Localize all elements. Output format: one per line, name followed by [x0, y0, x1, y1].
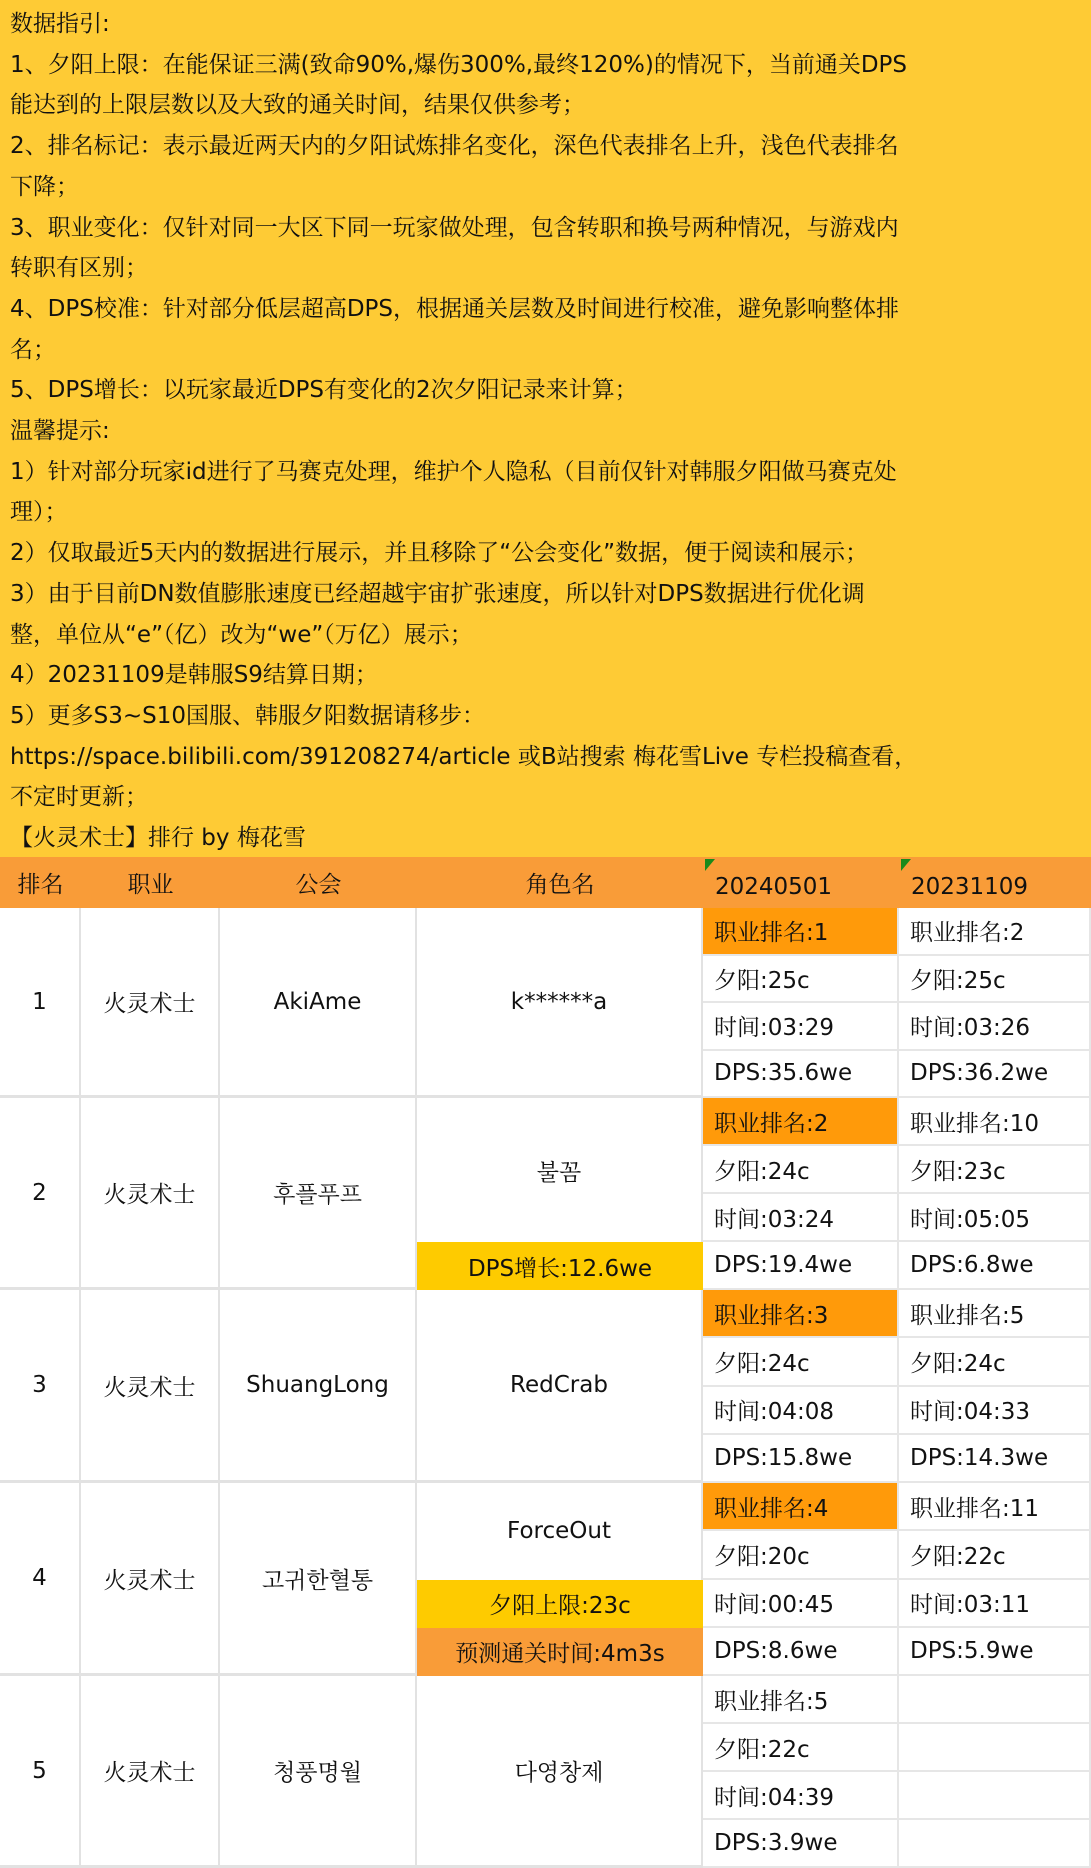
rank-cell: 5 — [0, 1676, 81, 1868]
header-date-2 — [899, 857, 1091, 908]
note-line: 整，单位从“e”（亿）改为“we”（万亿）展示； — [10, 621, 473, 648]
dps-growth-badge: DPS增长:12.6we — [417, 1242, 703, 1290]
date2-dps: DPS:14.3we — [899, 1435, 1091, 1483]
header-label: 20240501 — [715, 873, 833, 900]
date1-class-rank: 职业排名:4 — [703, 1483, 899, 1531]
date2-clear-time: 时间:03:26 — [899, 1003, 1091, 1051]
note-line: 能达到的上限层数以及大致的通关时间，结果仅供参考； — [10, 92, 585, 119]
note-line[interactable]: https://space.bilibili.com/391208274/article 或B站搜索 梅花雪Live 专栏投稿查看， — [10, 743, 918, 770]
comment-marker-icon — [705, 859, 715, 871]
date2-class-rank: 职业排名:5 — [899, 1290, 1091, 1338]
note-line: 名； — [10, 336, 56, 363]
data-guide-notes — [0, 0, 1091, 857]
header-label: 排名 — [17, 872, 64, 898]
rank-cell: 1 — [0, 908, 81, 1098]
note-line: 1、夕阳上限：在能保证三满(致命90%,爆伤300%,最终120%)的情况下，当前通关DPS — [10, 51, 908, 78]
date1-floor: 夕阳:24c — [703, 1338, 899, 1386]
date2-clear-time — [899, 1772, 1091, 1820]
guild-cell: 고귀한혈통 — [220, 1483, 417, 1676]
date1-clear-time: 时间:04:39 — [703, 1772, 899, 1820]
date1-dps: DPS:19.4we — [703, 1242, 899, 1290]
header-guild — [220, 857, 417, 908]
player-name-cell: ForceOut — [417, 1483, 703, 1580]
note-line: 4）20231109是韩服S9结算日期； — [10, 662, 378, 689]
date2-floor: 夕阳:23c — [899, 1146, 1091, 1194]
date2-class-rank — [899, 1676, 1091, 1724]
guild-cell: ShuangLong — [220, 1290, 417, 1483]
note-line: 2、排名标记：表示最近两天内的夕阳试炼排名变化，深色代表排名上升，浅色代表排名 — [10, 133, 899, 160]
date1-class-rank: 职业排名:3 — [703, 1290, 899, 1338]
header-label: 20231109 — [911, 873, 1029, 900]
job-cell: 火灵术士 — [81, 1290, 220, 1483]
guild-cell: AkiAme — [220, 908, 417, 1098]
ranking-table — [0, 857, 1091, 1868]
date2-floor: 夕阳:25c — [899, 956, 1091, 1004]
note-line: 理）； — [10, 499, 68, 526]
date2-clear-time: 时间:03:11 — [899, 1580, 1091, 1628]
note-line: 不定时更新； — [10, 784, 148, 811]
job-cell: 火灵术士 — [81, 1098, 220, 1290]
date1-clear-time: 时间:00:45 — [703, 1580, 899, 1628]
date2-dps — [899, 1820, 1091, 1868]
table-title: 【火灵术士】排行 by 梅花雪 — [10, 825, 306, 852]
date1-class-rank: 职业排名:5 — [703, 1676, 899, 1724]
date2-dps: DPS:36.2we — [899, 1051, 1091, 1099]
date1-dps: DPS:35.6we — [703, 1051, 899, 1099]
rank-cell: 4 — [0, 1483, 81, 1676]
date2-floor — [899, 1724, 1091, 1772]
note-line: 3、职业变化：仅针对同一大区下同一玩家做处理，包含转职和换号两种情况，与游戏内 — [10, 214, 899, 241]
date1-dps: DPS:15.8we — [703, 1435, 899, 1483]
rank-cell: 2 — [0, 1098, 81, 1290]
date2-class-rank: 职业排名:11 — [899, 1483, 1091, 1531]
header-date-1 — [703, 857, 899, 908]
predicted-clear-time-badge: 预测通关时间:4m3s — [417, 1628, 703, 1676]
job-cell: 火灵术士 — [81, 1676, 220, 1868]
header-label: 公会 — [295, 872, 342, 898]
header-label: 角色名 — [525, 872, 595, 898]
date1-clear-time: 时间:03:29 — [703, 1003, 899, 1051]
date1-floor: 夕阳:22c — [703, 1724, 899, 1772]
date2-floor: 夕阳:24c — [899, 1338, 1091, 1386]
date2-floor: 夕阳:22c — [899, 1531, 1091, 1579]
player-name-cell: RedCrab — [417, 1290, 703, 1483]
date1-floor: 夕阳:25c — [703, 956, 899, 1004]
player-name-cell: 불꼼 — [417, 1098, 703, 1242]
comment-marker-icon — [901, 859, 911, 871]
header-label: 职业 — [127, 872, 174, 898]
note-line: 2）仅取最近5天内的数据进行展示，并且移除了“公会变化”数据，便于阅读和展示； — [10, 540, 869, 567]
date1-dps: DPS:8.6we — [703, 1628, 899, 1676]
header-name — [417, 857, 703, 908]
player-name-cell: k******a — [417, 908, 703, 1098]
note-line: 转职有区别； — [10, 255, 148, 282]
note-line: 温馨提示: — [10, 418, 110, 445]
floor-limit-badge: 夕阳上限:23c — [417, 1580, 703, 1628]
note-line: 4、DPS校准：针对部分低层超高DPS，根据通关层数及时间进行校准，避免影响整体排 — [10, 295, 899, 322]
note-line: 1）针对部分玩家id进行了马赛克处理，维护个人隐私（目前仅针对韩服夕阳做马赛克处 — [10, 458, 897, 485]
date1-clear-time: 时间:04:08 — [703, 1387, 899, 1435]
guild-cell: 청풍명월 — [220, 1676, 417, 1868]
note-line: 5、DPS增长：以玩家最近DPS有变化的2次夕阳记录来计算； — [10, 377, 638, 404]
note-line: 数据指引: — [10, 11, 110, 37]
job-cell: 火灵术士 — [81, 908, 220, 1098]
note-line: 5）更多S3~S10国服、韩服夕阳数据请移步： — [10, 702, 486, 729]
note-line: 3）由于目前DN数值膨胀速度已经超越宇宙扩张速度，所以针对DPS数据进行优化调 — [10, 580, 865, 607]
date2-clear-time: 时间:05:05 — [899, 1194, 1091, 1242]
date1-floor: 夕阳:20c — [703, 1531, 899, 1579]
date2-class-rank: 职业排名:10 — [899, 1098, 1091, 1146]
date2-clear-time: 时间:04:33 — [899, 1387, 1091, 1435]
date1-clear-time: 时间:03:24 — [703, 1194, 899, 1242]
job-cell: 火灵术士 — [81, 1483, 220, 1676]
header-job — [81, 857, 220, 908]
date1-dps: DPS:3.9we — [703, 1820, 899, 1868]
note-line: 下降； — [10, 173, 79, 200]
player-name-cell: 다영창제 — [417, 1676, 703, 1868]
guild-cell: 후플푸프 — [220, 1098, 417, 1290]
date1-floor: 夕阳:24c — [703, 1146, 899, 1194]
header-rank — [0, 857, 81, 908]
date1-class-rank: 职业排名:1 — [703, 908, 899, 956]
date1-class-rank: 职业排名:2 — [703, 1098, 899, 1146]
date2-dps: DPS:5.9we — [899, 1628, 1091, 1676]
date2-class-rank: 职业排名:2 — [899, 908, 1091, 956]
rank-cell: 3 — [0, 1290, 81, 1483]
date2-dps: DPS:6.8we — [899, 1242, 1091, 1290]
